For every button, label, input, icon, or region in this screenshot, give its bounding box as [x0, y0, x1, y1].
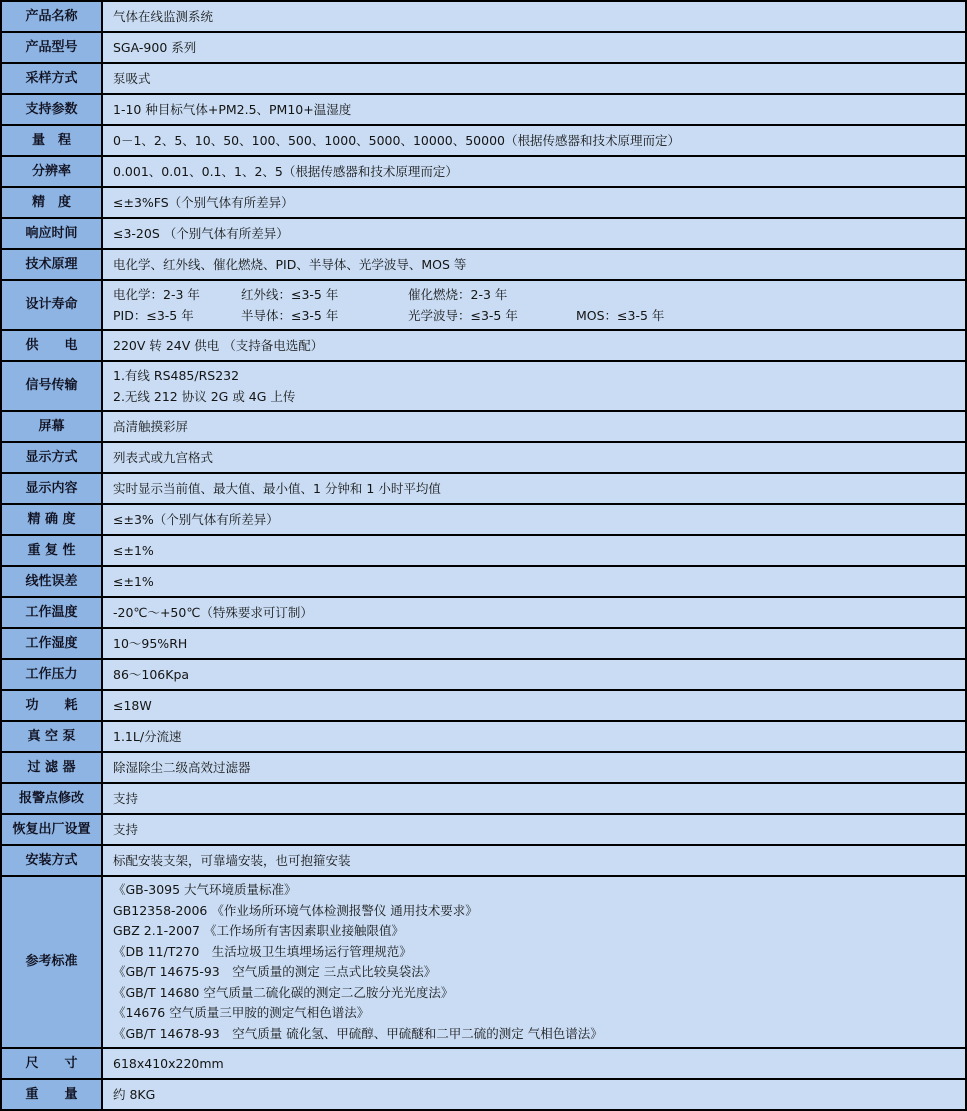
spec-row [1, 845, 966, 876]
spec-row [1, 876, 966, 1048]
spec-value-segment: MOS：≤3-5 年 [576, 308, 665, 323]
spec-label: 信号传输 [1, 361, 102, 411]
spec-row [1, 442, 966, 473]
spec-value-cell [102, 125, 966, 156]
spec-label: 产品名称 [1, 1, 102, 32]
spec-value-cell [102, 473, 966, 504]
spec-row [1, 218, 966, 249]
spec-value: ≤18W [113, 698, 152, 713]
spec-value-cell [102, 628, 966, 659]
spec-label: 显示方式 [1, 442, 102, 473]
spec-label: 功 耗 [1, 690, 102, 721]
spec-value-cell [102, 442, 966, 473]
spec-value-cell [102, 535, 966, 566]
spec-row [1, 63, 966, 94]
spec-value-cell [102, 280, 966, 330]
spec-value-cell [102, 814, 966, 845]
spec-value-segment: PID：≤3-5 年 [113, 308, 194, 323]
spec-label: 响应时间 [1, 218, 102, 249]
spec-value: 《DB 11/T270 生活垃圾卫生填埋场运行管理规范》 [113, 943, 412, 959]
spec-value-line [113, 305, 955, 326]
spec-label: 重 复 性 [1, 535, 102, 566]
spec-value-cell [102, 690, 966, 721]
spec-row [1, 94, 966, 125]
spec-value: 0－1、2、5、10、50、100、500、1000、5000、10000、50000（根据传感器和技术原理而定） [113, 133, 680, 148]
spec-label: 参考标准 [1, 876, 102, 1048]
spec-value: ≤±3%（个别气体有所差异） [113, 512, 279, 527]
spec-row [1, 597, 966, 628]
spec-value-cell [102, 1048, 966, 1079]
spec-row [1, 628, 966, 659]
spec-row [1, 690, 966, 721]
spec-label: 供 电 [1, 330, 102, 361]
spec-value: 支持 [113, 791, 139, 806]
spec-label: 工作湿度 [1, 628, 102, 659]
spec-value: 2.无线 212 协议 2G 或 4G 上传 [113, 389, 296, 404]
spec-row [1, 411, 966, 442]
spec-value: GBZ 2.1-2007 《工作场所有害因素职业接触限值》 [113, 923, 404, 938]
spec-label: 恢复出厂设置 [1, 814, 102, 845]
spec-value-cell [102, 845, 966, 876]
spec-value: ≤±1% [113, 543, 154, 558]
spec-value: GB12358-2006 《作业场所环境气体检测报警仪 通用技术要求》 [113, 902, 478, 918]
spec-label: 采样方式 [1, 63, 102, 94]
spec-value: 电化学、红外线、催化燃烧、PID、半导体、光学波导、MOS 等 [113, 257, 467, 272]
spec-value-cell [102, 187, 966, 218]
spec-value: 支持 [113, 822, 139, 837]
spec-row [1, 783, 966, 814]
spec-row [1, 280, 966, 330]
spec-value-cell [102, 659, 966, 690]
spec-value-cell [102, 752, 966, 783]
spec-value-cell [102, 63, 966, 94]
spec-value: 0.001、0.01、0.1、1、2、5（根据传感器和技术原理而定） [113, 164, 458, 179]
spec-value-cell [102, 1, 966, 32]
spec-label: 分辨率 [1, 156, 102, 187]
spec-value: 1.1L/分流速 [113, 729, 182, 744]
spec-value-cell [102, 218, 966, 249]
spec-label: 重 量 [1, 1079, 102, 1110]
spec-value: 标配安装支架，可靠墙安装，也可抱箍安装 [113, 853, 351, 868]
spec-label: 产品型号 [1, 32, 102, 63]
spec-value-segment: 电化学：2-3 年 [113, 287, 200, 302]
spec-row [1, 361, 966, 411]
spec-value-segment: 催化燃烧：2-3 年 [408, 287, 508, 302]
spec-row [1, 659, 966, 690]
spec-row [1, 156, 966, 187]
spec-label: 屏幕 [1, 411, 102, 442]
spec-value: 《GB/T 14678-93 空气质量 硫化氢、甲硫醇、甲硫醚和二甲二硫的测定 气相色谱法》 [113, 1025, 603, 1041]
spec-row [1, 814, 966, 845]
spec-label: 支持参数 [1, 94, 102, 125]
spec-row [1, 721, 966, 752]
spec-value: ≤3-20S （个别气体有所差异） [113, 226, 289, 241]
spec-value: ≤±1% [113, 574, 154, 589]
spec-value: 气体在线监测系统 [113, 9, 214, 24]
spec-value: 《14676 空气质量三甲胺的测定气相色谱法》 [113, 1005, 370, 1020]
spec-value-line [113, 284, 955, 305]
spec-label: 线性误差 [1, 566, 102, 597]
spec-row [1, 1048, 966, 1079]
spec-row [1, 187, 966, 218]
spec-label: 尺 寸 [1, 1048, 102, 1079]
spec-label: 精 度 [1, 187, 102, 218]
spec-value-cell [102, 249, 966, 280]
spec-value-cell [102, 721, 966, 752]
spec-value: 除湿除尘二级高效过滤器 [113, 760, 251, 775]
spec-label: 真 空 泵 [1, 721, 102, 752]
spec-label: 设计寿命 [1, 280, 102, 330]
spec-row [1, 32, 966, 63]
spec-value: 泵吸式 [113, 71, 151, 86]
spec-value-cell [102, 32, 966, 63]
spec-value-cell [102, 597, 966, 628]
spec-value: 约 8KG [113, 1087, 156, 1102]
spec-row [1, 473, 966, 504]
spec-value-cell [102, 94, 966, 125]
spec-label: 显示内容 [1, 473, 102, 504]
spec-value: 《GB-3095 大气环境质量标准》 [113, 882, 297, 897]
spec-value: 86～106Kpa [113, 667, 190, 682]
spec-row [1, 330, 966, 361]
spec-value: 列表式或九宫格式 [113, 450, 214, 465]
spec-value: ≤±3%FS（个别气体有所差异） [113, 195, 294, 210]
spec-row [1, 125, 966, 156]
spec-value: 《GB/T 14680 空气质量二硫化碳的测定二乙胺分光光度法》 [113, 984, 454, 1000]
spec-row [1, 752, 966, 783]
spec-row [1, 1, 966, 32]
spec-value: 1.有线 RS485/RS232 [113, 368, 240, 383]
spec-value-cell [102, 156, 966, 187]
spec-value: -20℃～+50℃（特殊要求可订制） [113, 605, 313, 620]
spec-value-segment: 红外线：≤3-5 年 [241, 287, 339, 302]
spec-value-cell [102, 876, 966, 1048]
spec-label: 工作压力 [1, 659, 102, 690]
spec-value-cell [102, 566, 966, 597]
spec-value-cell [102, 411, 966, 442]
spec-table-body [1, 1, 966, 1110]
spec-row [1, 535, 966, 566]
spec-label: 量 程 [1, 125, 102, 156]
spec-row [1, 249, 966, 280]
spec-label: 过 滤 器 [1, 752, 102, 783]
spec-row [1, 566, 966, 597]
spec-row [1, 504, 966, 535]
spec-label: 技术原理 [1, 249, 102, 280]
spec-label: 报警点修改 [1, 783, 102, 814]
spec-value-cell [102, 504, 966, 535]
spec-value: 高清触摸彩屏 [113, 419, 189, 434]
spec-value: SGA-900 系列 [113, 40, 197, 55]
spec-label: 安装方式 [1, 845, 102, 876]
spec-value-segment: 半导体：≤3-5 年 [241, 308, 339, 323]
spec-value: 《GB/T 14675-93 空气质量的测定 三点式比较臭袋法》 [113, 964, 437, 979]
spec-value-cell [102, 361, 966, 411]
spec-label: 工作温度 [1, 597, 102, 628]
spec-value: 618x410x220mm [113, 1056, 224, 1071]
spec-value: 实时显示当前值、最大值、最小值、1 分钟和 1 小时平均值 [113, 481, 441, 496]
spec-value: 10～95%RH [113, 636, 188, 651]
spec-value-cell [102, 330, 966, 361]
spec-value: 1-10 种目标气体+PM2.5、PM10+温湿度 [113, 102, 352, 117]
spec-value: 220V 转 24V 供电 （支持备电选配） [113, 338, 324, 353]
spec-label: 精 确 度 [1, 504, 102, 535]
spec-value-segment: 光学波导：≤3-5 年 [408, 308, 518, 323]
spec-value-cell [102, 783, 966, 814]
